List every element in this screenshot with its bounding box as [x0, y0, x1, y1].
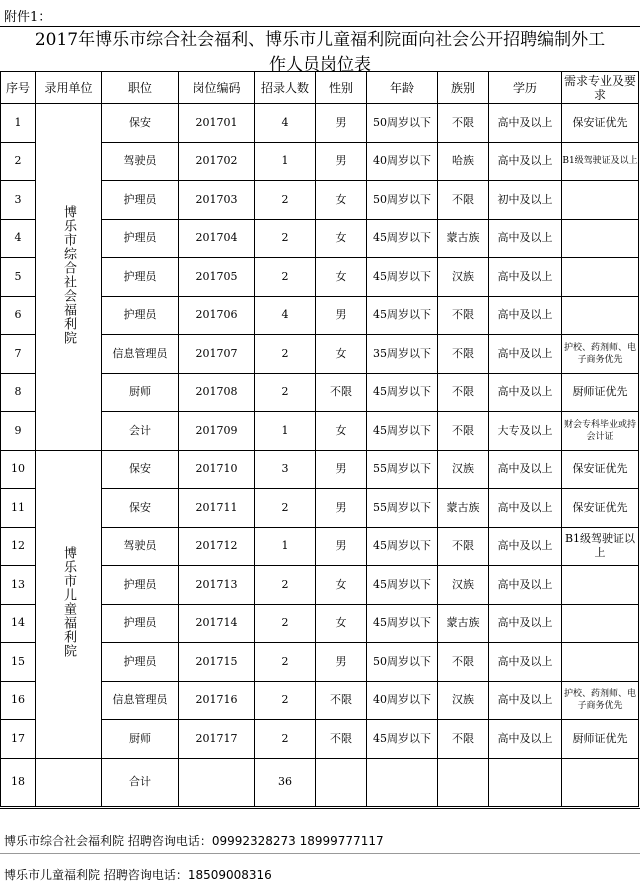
cell-ethnicity: 哈族: [438, 142, 489, 181]
cell-code: 201704: [179, 219, 255, 258]
unit-name: 博乐市综合社会福利院: [61, 204, 76, 345]
total-unit-cell: [36, 758, 102, 806]
cell-age: 50周岁以下: [367, 104, 438, 143]
cell-age: 45周岁以下: [367, 258, 438, 297]
cell-age: 55周岁以下: [367, 450, 438, 489]
cell-position: 保安: [102, 104, 179, 143]
header-cell: 性别: [316, 72, 367, 104]
cell-position: 护理员: [102, 219, 179, 258]
cell-age: 45周岁以下: [367, 527, 438, 566]
table-header-row: [1, 72, 639, 104]
cell-code: 201702: [179, 142, 255, 181]
header-cell: 序号: [1, 72, 36, 104]
cell-code: 201705: [179, 258, 255, 297]
cell-sex: 男: [316, 104, 367, 143]
cell-no: 3: [1, 181, 36, 220]
title-line-2: 作人员岗位表: [269, 55, 371, 75]
cell-ethnicity: 不限: [438, 335, 489, 374]
cell-education: 高中及以上: [489, 258, 562, 297]
cell-sex: 男: [316, 527, 367, 566]
cell-age: 40周岁以下: [367, 142, 438, 181]
cell-education: 高中及以上: [489, 566, 562, 605]
cell-count: 2: [255, 489, 316, 528]
cell-age: 45周岁以下: [367, 296, 438, 335]
cell-requirement: [562, 566, 639, 605]
cell-sex: 女: [316, 566, 367, 605]
header-cell: 招录人数: [255, 72, 316, 104]
cell-ethnicity: 不限: [438, 296, 489, 335]
cell-education: 高中及以上: [489, 604, 562, 643]
cell-code: 201711: [179, 489, 255, 528]
cell-no: 5: [1, 258, 36, 297]
cell-count: 2: [255, 681, 316, 720]
cell-ethnicity: 不限: [438, 181, 489, 220]
cell-count: 2: [255, 566, 316, 605]
cell-no: 6: [1, 296, 36, 335]
cell-education: 高中及以上: [489, 450, 562, 489]
cell-position: 护理员: [102, 181, 179, 220]
cell-count: 2: [255, 219, 316, 258]
cell-requirement: [562, 643, 639, 682]
cell-no: 17: [1, 720, 36, 759]
cell-position: 驾驶员: [102, 142, 179, 181]
cell-code: 201714: [179, 604, 255, 643]
cell-education: 高中及以上: [489, 219, 562, 258]
cell-ethnicity: 不限: [438, 643, 489, 682]
cell-requirement: [562, 604, 639, 643]
cell-age: 45周岁以下: [367, 604, 438, 643]
annex-label: 附件1：: [4, 10, 52, 25]
cell-code: 201712: [179, 527, 255, 566]
cell-code: 201717: [179, 720, 255, 759]
cell-age: 55周岁以下: [367, 489, 438, 528]
cell-age: 45周岁以下: [367, 566, 438, 605]
cell-no: 13: [1, 566, 36, 605]
cell-sex: 女: [316, 335, 367, 374]
cell-count: 1: [255, 412, 316, 451]
header-cell: 职位: [102, 72, 179, 104]
total-count-cell: 36: [255, 758, 316, 806]
contact-divider: [0, 853, 640, 854]
cell-no: 2: [1, 142, 36, 181]
cell-count: 2: [255, 258, 316, 297]
cell-sex: 不限: [316, 373, 367, 412]
cell-requirement: 保安证优先: [562, 450, 639, 489]
header-cell: 需求专业及要求: [562, 72, 639, 104]
cell-count: 2: [255, 181, 316, 220]
total-row: [1, 758, 639, 806]
cell-no: 8: [1, 373, 36, 412]
cell-requirement: 保安证优先: [562, 489, 639, 528]
cell-ethnicity: 不限: [438, 104, 489, 143]
total-empty-cell: [489, 758, 562, 806]
cell-age: 45周岁以下: [367, 720, 438, 759]
cell-sex: 女: [316, 219, 367, 258]
cell-requirement: 厨师证优先: [562, 373, 639, 412]
cell-requirement: [562, 181, 639, 220]
cell-code: 201707: [179, 335, 255, 374]
header-cell: 族别: [438, 72, 489, 104]
cell-sex: 男: [316, 643, 367, 682]
cell-education: 大专及以上: [489, 412, 562, 451]
cell-position: 会计: [102, 412, 179, 451]
cell-code: 201713: [179, 566, 255, 605]
cell-code: 201710: [179, 450, 255, 489]
cell-education: 高中及以上: [489, 527, 562, 566]
cell-requirement: B1级驾驶证以上: [562, 527, 639, 566]
cell-count: 1: [255, 142, 316, 181]
cell-position: 厨师: [102, 720, 179, 759]
cell-no: 12: [1, 527, 36, 566]
cell-requirement: 厨师证优先: [562, 720, 639, 759]
table-row: [1, 450, 639, 489]
total-label-cell: 合计: [102, 758, 179, 806]
header-cell: 岗位编码: [179, 72, 255, 104]
cell-age: 50周岁以下: [367, 643, 438, 682]
header-cell: 录用单位: [36, 72, 102, 104]
cell-requirement: [562, 219, 639, 258]
cell-age: 45周岁以下: [367, 412, 438, 451]
cell-code: 201706: [179, 296, 255, 335]
cell-education: 高中及以上: [489, 681, 562, 720]
cell-position: 护理员: [102, 604, 179, 643]
cell-code: 201715: [179, 643, 255, 682]
cell-position: 护理员: [102, 643, 179, 682]
cell-ethnicity: 汉族: [438, 258, 489, 297]
cell-code: 201708: [179, 373, 255, 412]
cell-position: 保安: [102, 489, 179, 528]
cell-education: 高中及以上: [489, 104, 562, 143]
cell-education: 初中及以上: [489, 181, 562, 220]
cell-no: 7: [1, 335, 36, 374]
cell-age: 45周岁以下: [367, 373, 438, 412]
cell-requirement: [562, 258, 639, 297]
total-code-cell: [179, 758, 255, 806]
cell-code: 201703: [179, 181, 255, 220]
cell-ethnicity: 蒙古族: [438, 489, 489, 528]
cell-ethnicity: 汉族: [438, 681, 489, 720]
cell-requirement: 财会专科毕业或持会计证: [562, 412, 639, 451]
cell-count: 2: [255, 643, 316, 682]
cell-no: 4: [1, 219, 36, 258]
top-divider: [0, 26, 640, 27]
cell-position: 护理员: [102, 296, 179, 335]
cell-no: 16: [1, 681, 36, 720]
cell-count: 4: [255, 104, 316, 143]
table-row: [1, 104, 639, 143]
cell-no: 9: [1, 412, 36, 451]
total-no-cell: 18: [1, 758, 36, 806]
cell-sex: 男: [316, 296, 367, 335]
cell-count: 4: [255, 296, 316, 335]
total-empty-cell: [562, 758, 639, 806]
header-cell: 年龄: [367, 72, 438, 104]
contact-children: 博乐市儿童福利院 招聘咨询电话：18509008316: [4, 868, 272, 882]
cell-count: 2: [255, 373, 316, 412]
cell-ethnicity: 不限: [438, 527, 489, 566]
cell-position: 厨师: [102, 373, 179, 412]
cell-no: 14: [1, 604, 36, 643]
cell-sex: 女: [316, 604, 367, 643]
cell-age: 45周岁以下: [367, 219, 438, 258]
cell-education: 高中及以上: [489, 373, 562, 412]
cell-sex: 男: [316, 142, 367, 181]
cell-ethnicity: 汉族: [438, 450, 489, 489]
cell-position: 保安: [102, 450, 179, 489]
cell-ethnicity: 不限: [438, 373, 489, 412]
cell-age: 35周岁以下: [367, 335, 438, 374]
cell-ethnicity: 蒙古族: [438, 219, 489, 258]
cell-position: 护理员: [102, 258, 179, 297]
positions-table: [0, 71, 639, 807]
cell-code: 201701: [179, 104, 255, 143]
unit-welfare-cell: [36, 104, 102, 451]
cell-education: 高中及以上: [489, 643, 562, 682]
total-empty-cell: [367, 758, 438, 806]
cell-requirement: 护校、药剂师、电子商务优先: [562, 681, 639, 720]
cell-position: 驾驶员: [102, 527, 179, 566]
unit-children-cell: [36, 450, 102, 758]
cell-education: 高中及以上: [489, 296, 562, 335]
cell-requirement: 护校、药剂师、电子商务优先: [562, 335, 639, 374]
cell-position: 信息管理员: [102, 681, 179, 720]
cell-count: 2: [255, 604, 316, 643]
cell-sex: 女: [316, 412, 367, 451]
cell-education: 高中及以上: [489, 142, 562, 181]
cell-ethnicity: 汉族: [438, 566, 489, 605]
table-bottom-line: [0, 808, 640, 809]
cell-age: 40周岁以下: [367, 681, 438, 720]
total-empty-cell: [438, 758, 489, 806]
header-cell: 学历: [489, 72, 562, 104]
cell-count: 2: [255, 335, 316, 374]
cell-sex: 女: [316, 258, 367, 297]
cell-count: 3: [255, 450, 316, 489]
cell-ethnicity: 不限: [438, 412, 489, 451]
cell-age: 50周岁以下: [367, 181, 438, 220]
cell-education: 高中及以上: [489, 335, 562, 374]
cell-education: 高中及以上: [489, 720, 562, 759]
cell-sex: 男: [316, 450, 367, 489]
cell-education: 高中及以上: [489, 489, 562, 528]
cell-ethnicity: 不限: [438, 720, 489, 759]
cell-no: 15: [1, 643, 36, 682]
cell-no: 10: [1, 450, 36, 489]
cell-position: 护理员: [102, 566, 179, 605]
cell-requirement: 保安证优先: [562, 104, 639, 143]
cell-ethnicity: 蒙古族: [438, 604, 489, 643]
cell-sex: 女: [316, 181, 367, 220]
cell-count: 2: [255, 720, 316, 759]
cell-sex: 男: [316, 489, 367, 528]
contact-welfare: 博乐市综合社会福利院 招聘咨询电话：09992328273 18999777117: [4, 834, 384, 848]
cell-sex: 不限: [316, 681, 367, 720]
cell-requirement: [562, 296, 639, 335]
cell-position: 信息管理员: [102, 335, 179, 374]
cell-no: 11: [1, 489, 36, 528]
cell-no: 1: [1, 104, 36, 143]
cell-code: 201716: [179, 681, 255, 720]
cell-requirement: B1级驾驶证及以上: [562, 142, 639, 181]
cell-sex: 不限: [316, 720, 367, 759]
title-line-1: 2017年博乐市综合社会福利、博乐市儿童福利院面向社会公开招聘编制外工: [34, 30, 606, 50]
cell-count: 1: [255, 527, 316, 566]
cell-code: 201709: [179, 412, 255, 451]
total-empty-cell: [316, 758, 367, 806]
unit-name: 博乐市儿童福利院: [61, 546, 76, 658]
